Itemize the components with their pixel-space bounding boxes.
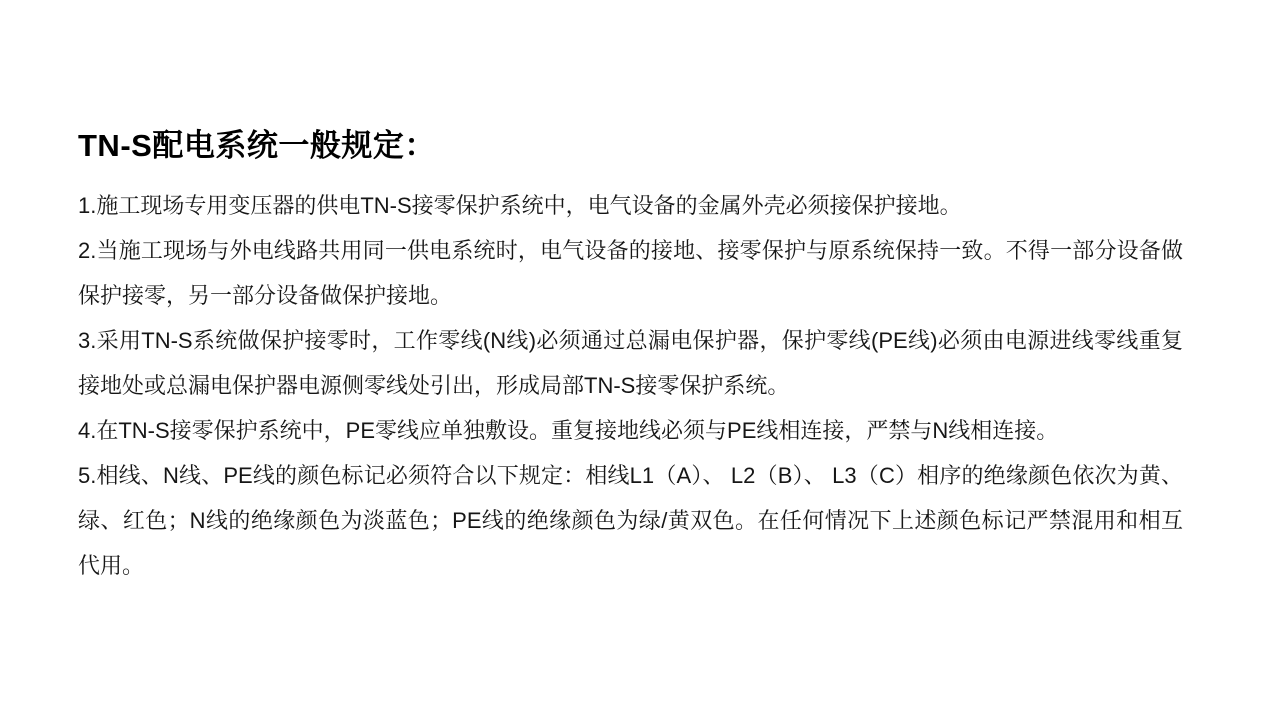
regulations-list bbox=[78, 183, 1183, 588]
regulation-item-4: 4.在TN-S接零保护系统中，PE零线应单独敷设。重复接地线必须与PE线相连接，严禁与N线相连接。 bbox=[78, 418, 1059, 443]
page-title: TN-S配电系统一般规定： bbox=[78, 128, 436, 163]
regulation-item-1: 1.施工现场专用变压器的供电TN-S接零保护系统中，电气设备的金属外壳必须接保护接地。 bbox=[78, 193, 962, 218]
regulation-item-5: 5.相线、N线、PE线的颜色标记必须符合以下规定：相线L1（A）、 L2（B）、 L3（C）相序的绝缘颜色依次为黄、绿、红色；N线的绝缘颜色为淡蓝色；PE线的绝缘颜色为绿/黄双色。在任何情况下上述颜色标记严禁混用和相互代用。 bbox=[78, 463, 1183, 578]
regulation-item-3: 3.采用TN-S系统做保护接零时，工作零线(N线)必须通过总漏电保护器，保护零线(PE线)必须由电源进线零线重复接地处或总漏电保护器电源侧零线处引出，形成局部TN-S接零保护系统。 bbox=[78, 328, 1183, 398]
regulation-item-2: 2.当施工现场与外电线路共用同一供电系统时，电气设备的接地、接零保护与原系统保持一致。不得一部分设备做保护接零，另一部分设备做保护接地。 bbox=[78, 238, 1183, 308]
